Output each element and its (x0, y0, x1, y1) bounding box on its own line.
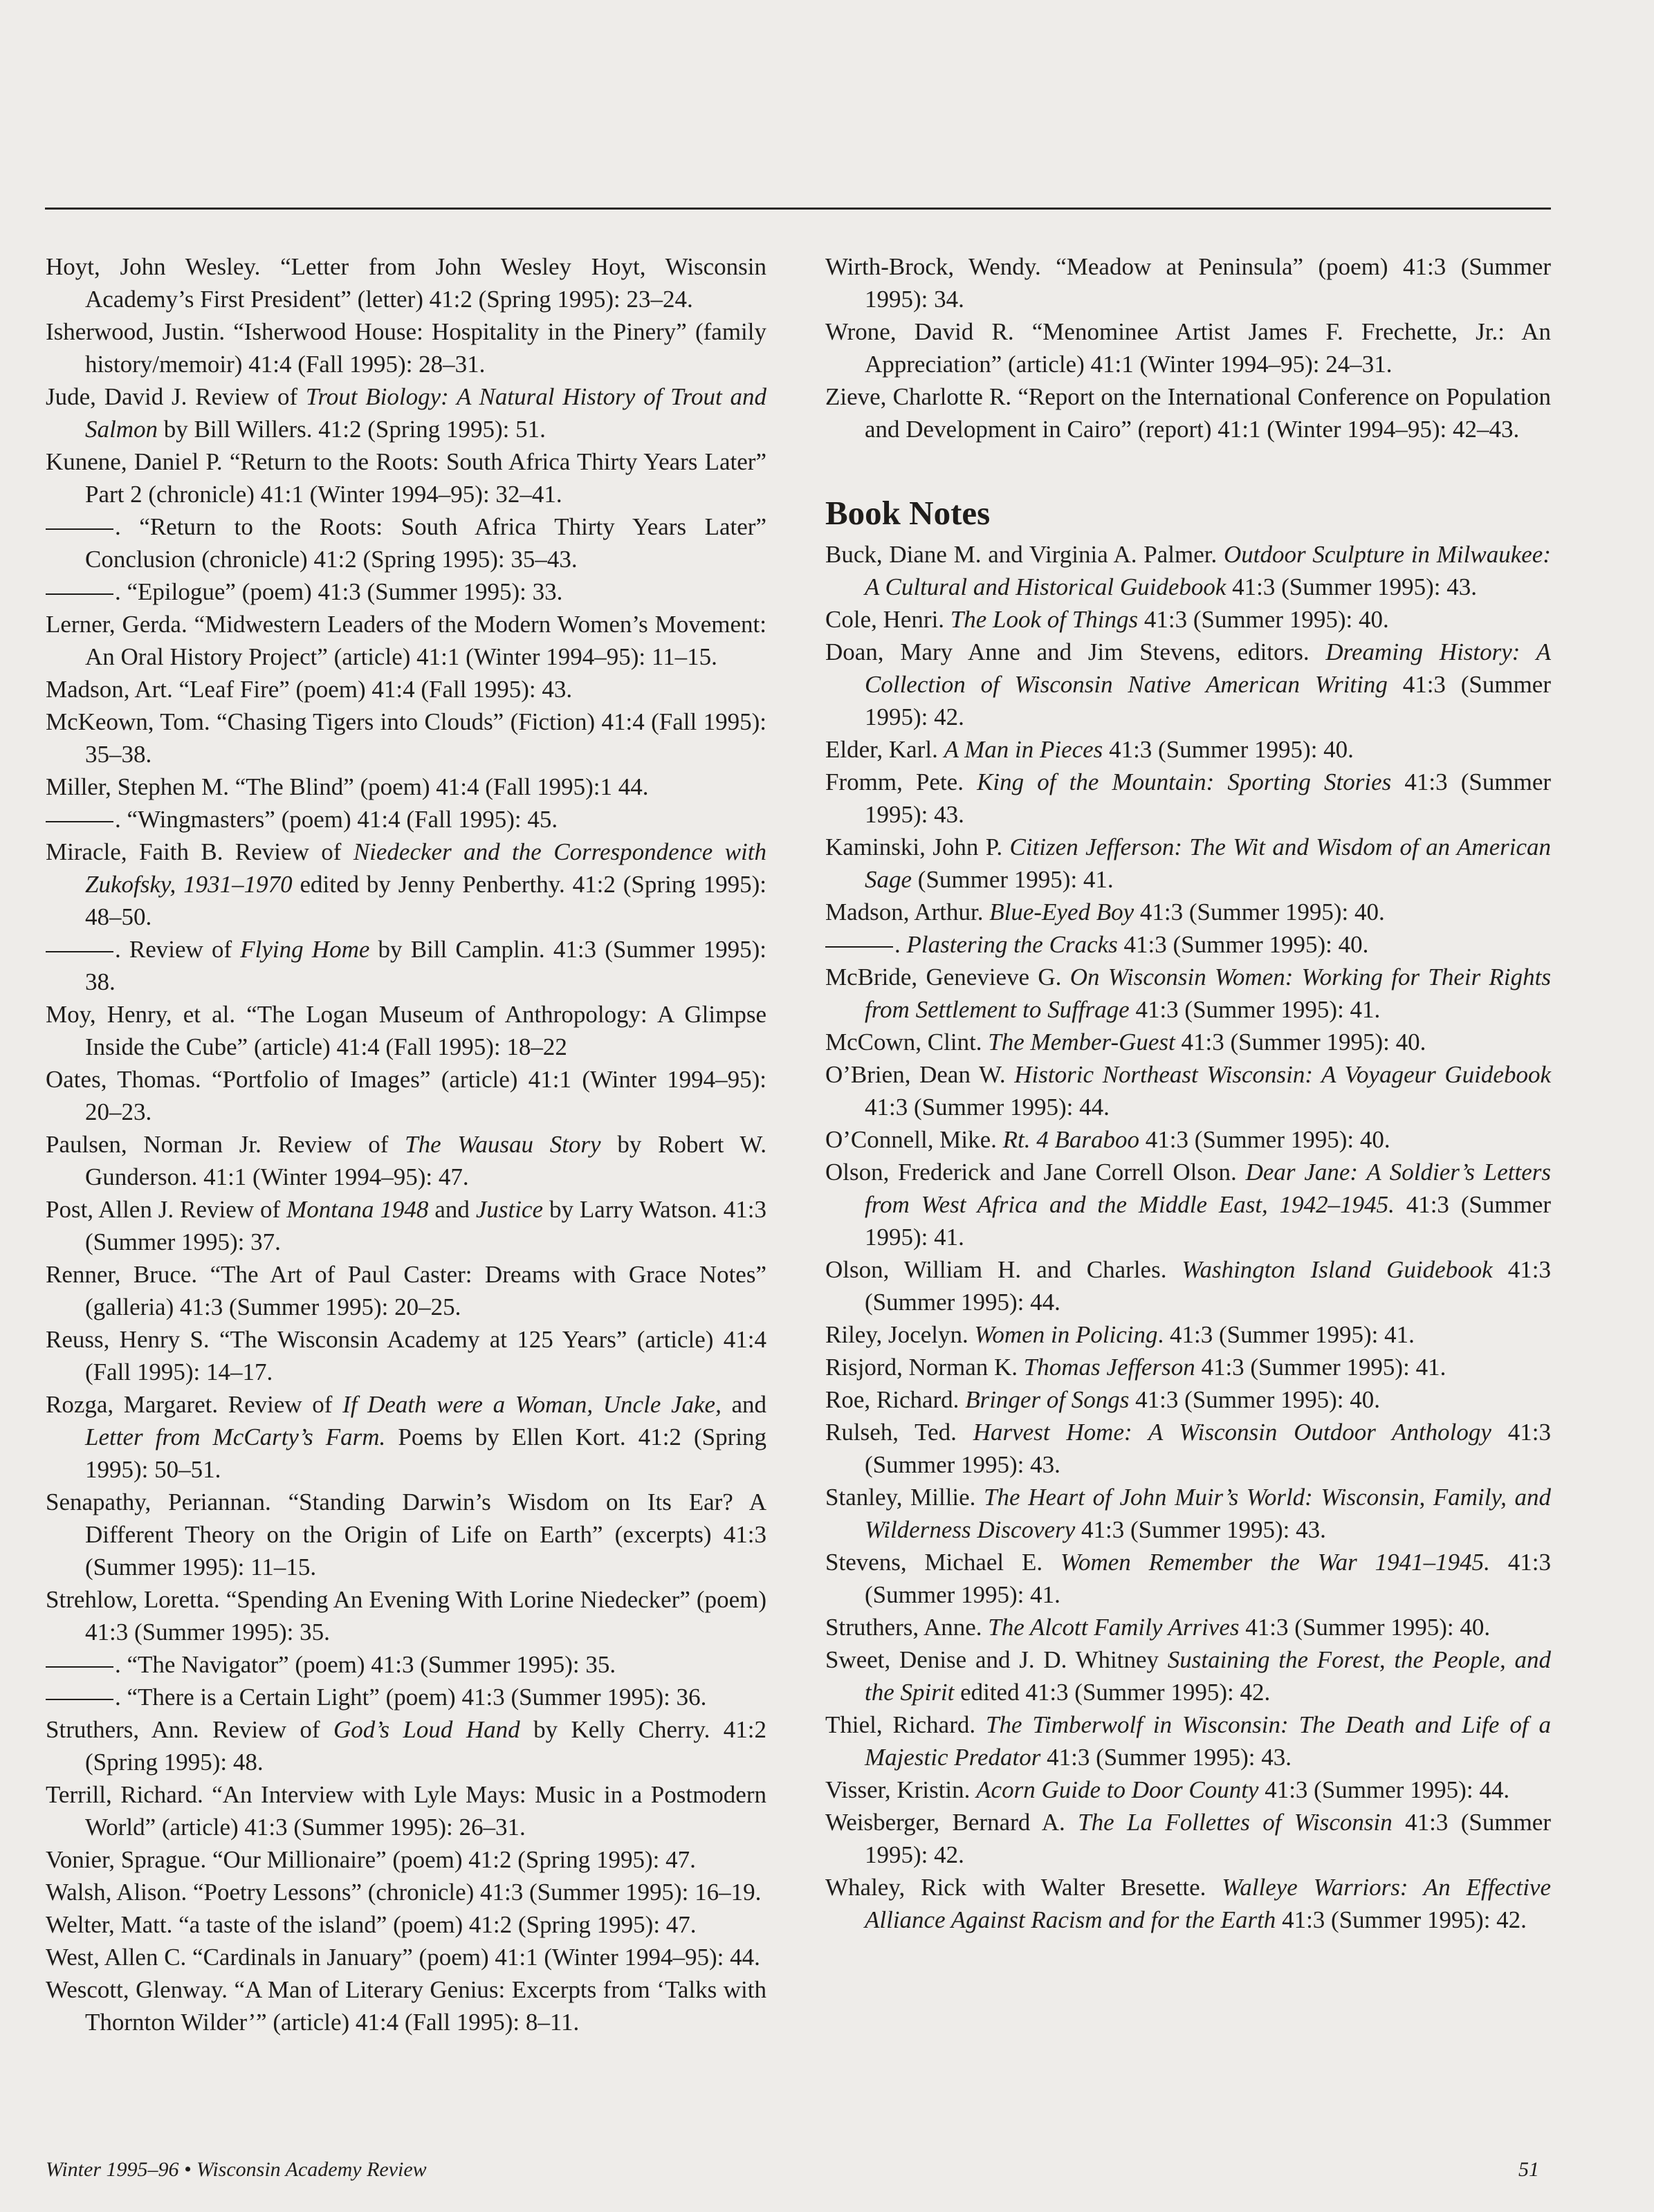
bibliography-entry (825, 1806, 1551, 1871)
bibliography-entry (46, 575, 766, 608)
book-notes-list (825, 538, 1551, 1936)
entry-text: 41:3 (Summer 1995): 40. (1117, 931, 1369, 958)
entry-title-italic: On Wisconsin Women: Working for Their Rights from Settlement to Suffrage (865, 964, 1551, 1023)
entry-title-italic: Trout Biology: A Natural History of Trout and Salmon (85, 383, 766, 443)
entry-title-italic: The Heart of John Muir’s World: Wisconsin, Family, and Wilderness Discovery (865, 1484, 1551, 1543)
bibliography-entry (825, 603, 1551, 636)
entry-title-italic: The Wausau Story (405, 1131, 601, 1158)
entry-text: 41:3 (Summer 1995): 44. (865, 1094, 1110, 1121)
entry-text: 41:3 (Summer 1995): 40. (1175, 1029, 1426, 1056)
entry-text: (Summer 1995): 41. (912, 866, 1114, 893)
entry-text: and (428, 1196, 476, 1223)
bibliography-entry (46, 998, 766, 1063)
bibliography-entry (825, 733, 1551, 766)
entry-text: 41:3 (Summer 1995): 43. (1040, 1744, 1292, 1771)
entry-text: Moy, Henry, et al. “The Logan Museum of Anthropology: A Glimpse Inside the Cube” (article) 41:4 (Fall 1995): 18–22 (46, 1001, 766, 1060)
entry-text: Welter, Matt. “a taste of the island” (poem) 41:2 (Spring 1995): 47. (46, 1911, 697, 1938)
bibliography-entry (825, 1546, 1551, 1611)
entry-text: edited 41:3 (Summer 1995): 42. (954, 1679, 1271, 1706)
entry-text: . “Wingmasters” (poem) 41:4 (Fall 1995): 45. (115, 806, 558, 833)
entry-text: Olson, William H. and Charles. (825, 1256, 1182, 1283)
entry-text: Reuss, Henry S. “The Wisconsin Academy at 125 Years” (article) 41:4 (Fall 1995): 14–17. (46, 1326, 766, 1385)
entry-text: 41:3 (Summer 1995): 40. (1138, 606, 1389, 633)
bibliography-entry (825, 1058, 1551, 1123)
entry-text: Lerner, Gerda. “Midwestern Leaders of the Modern Women’s Movement: An Oral History Project” (article) 41:1 (Winter 1994–95): 11–15. (46, 611, 766, 670)
entry-text: Madson, Art. “Leaf Fire” (poem) 41:4 (Fall 1995): 43. (46, 676, 573, 703)
entry-title-italic: The Alcott Family Arrives (988, 1614, 1240, 1641)
repeat-author-dash (46, 1666, 113, 1668)
entry-text: edited by Jenny Penberthy. 41:2 (Spring 1995): 48–50. (85, 871, 766, 930)
bibliography-entry (825, 1871, 1551, 1936)
repeat-author-dash (46, 593, 113, 595)
entry-text: . “Return to the Roots: South Africa Thirty Years Later” Conclusion (chronicle) 41:2 (Spring 1995): 35–43. (85, 513, 766, 573)
entry-text: . (894, 931, 907, 958)
entry-text: Stevens, Michael E. (825, 1549, 1060, 1576)
entry-text: Sweet, Denise and J. D. Whitney (825, 1646, 1168, 1673)
bibliography-entry (825, 250, 1551, 315)
bibliography-entry (825, 1123, 1551, 1156)
entry-title-italic: Justice (475, 1196, 544, 1223)
entry-text: 41:3 (Summer 1995): 40. (1139, 1126, 1390, 1153)
entry-text: Elder, Karl. (825, 736, 944, 763)
entry-text: Poems by Ellen Kort. 41:2 (Spring 1995): 50–51. (85, 1423, 766, 1483)
bibliography-entry (46, 1778, 766, 1843)
bibliography-entry (825, 928, 1551, 961)
entry-text: by Bill Camplin. 41:3 (Summer 1995): 38. (85, 936, 766, 995)
entry-text: Terrill, Richard. “An Interview with Lyle Mays: Music in a Postmodern World” (article) 41:3 (Summer 1995): 26–31. (46, 1781, 766, 1841)
entry-title-italic: The Look of Things (950, 606, 1139, 633)
entry-text: 41:3 (Summer 1995): 43. (865, 768, 1552, 828)
bibliography-entry (825, 315, 1551, 380)
entry-title-italic: Sustaining the Forest, the People, and the Spirit (865, 1646, 1551, 1706)
entry-text: Kunene, Daniel P. “Return to the Roots: South Africa Thirty Years Later” Part 2 (chronicle) 41:1 (Winter 1994–95): 32–41. (46, 448, 766, 508)
entry-text: Madson, Arthur. (825, 898, 990, 925)
entry-title-italic: Thomas Jefferson (1023, 1354, 1195, 1381)
bibliography-entry (46, 1323, 766, 1388)
entry-text: . “There is a Certain Light” (poem) 41:3 (Summer 1995): 36. (115, 1684, 707, 1711)
header-rule (45, 208, 1551, 210)
bibliography-entry (46, 510, 766, 575)
entry-text: 41:3 (Summer 1995): 44. (865, 1256, 1551, 1316)
entry-text: 41:3 (Summer 1995): 42. (1276, 1906, 1527, 1933)
entry-title-italic: The Member-Guest (988, 1029, 1175, 1056)
entry-title-italic: Letter from McCarty’s Farm. (85, 1423, 386, 1450)
entry-text: Renner, Bruce. “The Art of Paul Caster: Dreams with Grace Notes” (galleria) 41:3 (Summer 1995): 20–25. (46, 1261, 766, 1320)
entry-title-italic: Harvest Home: A Wisconsin Outdoor Anthology (973, 1419, 1491, 1446)
entry-text: Vonier, Sprague. “Our Millionaire” (poem) 41:2 (Spring 1995): 47. (46, 1846, 696, 1873)
bibliography-entry (46, 673, 766, 706)
entry-text: Olson, Frederick and Jane Correll Olson. (825, 1159, 1246, 1186)
entry-text: Rozga, Margaret. Review of (46, 1391, 343, 1418)
entry-text: 41:3 (Summer 1995): 43. (1075, 1516, 1326, 1543)
bibliography-entry (46, 1713, 766, 1778)
entry-text: 41:3 (Summer 1995): 41. (865, 1549, 1551, 1608)
bibliography-entry (825, 1156, 1551, 1253)
entry-title-italic: Washington Island Guidebook (1182, 1256, 1493, 1283)
entry-title-italic: Dear Jane: A Soldier’s Letters from West Africa and the Middle East, 1942–1945. (865, 1159, 1551, 1218)
bibliography-entry (46, 771, 766, 803)
entry-text: Miller, Stephen M. “The Blind” (poem) 41:4 (Fall 1995):1 44. (46, 773, 649, 800)
bibliography-entry (46, 1193, 766, 1258)
entry-text: Jude, David J. Review of (46, 383, 306, 410)
entry-text: Wirth-Brock, Wendy. “Meadow at Peninsula” (poem) 41:3 (Summer 1995): 34. (825, 253, 1551, 313)
right-column (825, 250, 1551, 1936)
bibliography-entry (46, 803, 766, 836)
entry-text: . 41:3 (Summer 1995): 41. (1157, 1321, 1415, 1348)
entry-text: 41:3 (Summer 1995): 41. (865, 1191, 1552, 1251)
repeat-author-dash (825, 946, 893, 948)
entry-text: Isherwood, Justin. “Isherwood House: Hospitality in the Pinery” (family history/memoir) 41:4 (Fall 1995): 28–31. (46, 318, 766, 378)
bibliography-entry (825, 380, 1551, 445)
entry-text: Fromm, Pete. (825, 768, 977, 795)
bibliography-entry (825, 1773, 1551, 1806)
entry-text: and (721, 1391, 766, 1418)
entry-text: by Kelly Cherry. 41:2 (Spring 1995): 48. (85, 1716, 766, 1776)
entry-text: 41:3 (Summer 1995): 40. (1129, 1386, 1381, 1413)
bibliography-entry (825, 1643, 1551, 1708)
bibliography-entry (46, 315, 766, 380)
entry-text: O’Brien, Dean W. (825, 1061, 1015, 1088)
entry-text: Struthers, Anne. (825, 1614, 989, 1641)
book-notes-heading: Book Notes (825, 494, 991, 532)
entry-text: by Bill Willers. 41:2 (Spring 1995): 51. (158, 416, 546, 443)
entry-text: 41:3 (Summer 1995): 43. (1226, 573, 1478, 600)
entry-text: Oates, Thomas. “Portfolio of Images” (article) 41:1 (Winter 1994–95): 20–23. (46, 1066, 766, 1125)
entry-text: Wescott, Glenway. “A Man of Literary Genius: Excerpts from ‘Talks with Thornton Wilder’” (article) 41:4 (Fall 1995): 8–11. (46, 1976, 766, 2036)
entry-text: Kaminski, John P. (825, 833, 1010, 860)
bibliography-entry (825, 896, 1551, 928)
bibliography-entry (825, 961, 1551, 1026)
bibliography-entry (825, 538, 1551, 603)
entry-text: Stanley, Millie. (825, 1484, 984, 1511)
bibliography-entry (825, 1026, 1551, 1058)
entry-text: by Larry Watson. 41:3 (Summer 1995): 37. (85, 1196, 766, 1255)
bibliography-entry (46, 1258, 766, 1323)
bibliography-entry (825, 831, 1551, 896)
bibliography-entry (46, 250, 766, 315)
right-column-entries (825, 250, 1551, 445)
bibliography-entry (46, 1908, 766, 1941)
entry-title-italic: Niedecker and the Correspondence with Zukofsky, 1931–1970 (85, 838, 766, 898)
entry-text: O’Connell, Mike. (825, 1126, 1003, 1153)
entry-title-italic: Walleye Warriors: An Effective Alliance Against Racism and for the Earth (865, 1874, 1552, 1933)
entry-title-italic: Rt. 4 Baraboo (1002, 1126, 1139, 1153)
entry-text: 41:3 (Summer 1995): 40. (1134, 898, 1385, 925)
entry-title-italic: Outdoor Sculpture in Milwaukee: A Cultural and Historical Guidebook (865, 541, 1551, 600)
entry-text: Strehlow, Loretta. “Spending An Evening With Lorine Niedecker” (poem) 41:3 (Summer 1995): 35. (46, 1586, 766, 1646)
entry-text: . “Epilogue” (poem) 41:3 (Summer 1995): 33. (115, 578, 563, 605)
entry-title-italic: Montana 1948 (286, 1196, 429, 1223)
entry-title-italic: If Death were a Woman, Uncle Jake, (342, 1391, 722, 1418)
entry-title-italic: Acorn Guide to Door County (976, 1776, 1259, 1803)
bibliography-entry (825, 1611, 1551, 1643)
entry-text: West, Allen C. “Cardinals in January” (poem) 41:1 (Winter 1994–95): 44. (46, 1944, 760, 1971)
entry-text: Rulseh, Ted. (825, 1419, 973, 1446)
entry-text: Thiel, Richard. (825, 1711, 986, 1738)
bibliography-entry (46, 1843, 766, 1876)
repeat-author-dash (46, 528, 113, 530)
entry-text: 41:3 (Summer 1995): 42. (865, 671, 1551, 730)
bibliography-entry (825, 1318, 1551, 1351)
bibliography-entry (825, 1481, 1551, 1546)
repeat-author-dash (46, 951, 113, 952)
entry-text: Cole, Henri. (825, 606, 950, 633)
entry-title-italic: Bringer of Songs (965, 1386, 1130, 1413)
entry-text: Walsh, Alison. “Poetry Lessons” (chronicle) 41:3 (Summer 1995): 16–19. (46, 1879, 762, 1906)
bibliography-entry (46, 380, 766, 445)
repeat-author-dash (46, 821, 113, 822)
entry-text: . “The Navigator” (poem) 41:3 (Summer 1995): 35. (115, 1651, 616, 1678)
bibliography-entry (46, 836, 766, 933)
entry-text: Risjord, Norman K. (825, 1354, 1024, 1381)
entry-title-italic: A Man in Pieces (944, 736, 1103, 763)
entry-text: by Robert W. Gunderson. 41:1 (Winter 1994–95): 47. (85, 1131, 766, 1190)
entry-text: 41:3 (Summer 1995): 41. (1129, 996, 1381, 1023)
bibliography-entry (46, 1973, 766, 2038)
bibliography-entry (46, 1128, 766, 1193)
bibliography-entry (46, 1063, 766, 1128)
entry-text: Doan, Mary Anne and Jim Stevens, editors. (825, 638, 1326, 665)
entry-title-italic: Women in Policing (974, 1321, 1158, 1348)
bibliography-entry (825, 1383, 1551, 1416)
entry-text: 41:3 (Summer 1995): 40. (1239, 1614, 1491, 1641)
entry-title-italic: God’s Loud Hand (333, 1716, 520, 1743)
entry-title-italic: King of the Mountain: Sporting Stories (977, 768, 1392, 795)
entry-title-italic: Citizen Jefferson: The Wit and Wisdom of an American Sage (865, 833, 1551, 893)
entry-text: 41:3 (Summer 1995): 40. (1103, 736, 1354, 763)
entry-text: Roe, Richard. (825, 1386, 966, 1413)
entry-text: . Review of (115, 936, 241, 963)
bibliography-entry (46, 933, 766, 998)
entry-text: Visser, Kristin. (825, 1776, 977, 1803)
entry-text: McCown, Clint. (825, 1029, 989, 1056)
entry-title-italic: Flying Home (240, 936, 370, 963)
entry-text: Zieve, Charlotte R. “Report on the International Conference on Population and Development in Cairo” (report) 41:1 (Winter 1994–95): 42–43. (825, 383, 1551, 443)
bibliography-entry (46, 706, 766, 771)
entry-text: 41:3 (Summer 1995): 41. (1195, 1354, 1446, 1381)
footer-journal-issue: Winter 1995–96 • Wisconsin Academy Review (46, 2158, 427, 2181)
bibliography-entry (46, 1486, 766, 1583)
entry-text: Weisberger, Bernard A. (825, 1809, 1078, 1836)
left-column (46, 250, 766, 2038)
entry-text: McBride, Genevieve G. (825, 964, 1070, 990)
entry-text: Wrone, David R. “Menominee Artist James F. Frechette, Jr.: An Appreciation” (article) 41:1 (Winter 1994–95): 24–31. (825, 318, 1551, 378)
entry-title-italic: The Timberwolf in Wisconsin: The Death and Life of a Majestic Predator (865, 1711, 1551, 1771)
entry-title-italic: The La Follettes of Wisconsin (1078, 1809, 1393, 1836)
footer-page-number: 51 (1518, 2158, 1539, 2181)
bibliography-entry (46, 1648, 766, 1681)
bibliography-entry (46, 1681, 766, 1713)
entry-text: Senapathy, Periannan. “Standing Darwin’s Wisdom on Its Ear? A Different Theory on the Origin of Life on Earth” (excerpts) 41:3 (Summer 1995): 11–15. (46, 1489, 766, 1580)
bibliography-entry (46, 1876, 766, 1908)
entry-title-italic: Plastering the Cracks (906, 931, 1118, 958)
bibliography-entry (825, 636, 1551, 733)
bibliography-entry (825, 1416, 1551, 1481)
bibliography-entry (825, 766, 1551, 831)
entry-text: Whaley, Rick with Walter Bresette. (825, 1874, 1222, 1901)
bibliography-entry (46, 608, 766, 673)
bibliography-entry (46, 1941, 766, 1973)
bibliography-entry (825, 1253, 1551, 1318)
bibliography-entry (46, 1388, 766, 1486)
entry-title-italic: Dreaming History: A Collection of Wisconsin Native American Writing (865, 638, 1551, 698)
entry-text: 41:3 (Summer 1995): 43. (865, 1419, 1552, 1478)
entry-text: Miracle, Faith B. Review of (46, 838, 353, 865)
entry-text: 41:3 (Summer 1995): 42. (865, 1809, 1551, 1868)
bibliography-entry (46, 1583, 766, 1648)
entry-title-italic: Blue-Eyed Boy (989, 898, 1134, 925)
entry-text: Riley, Jocelyn. (825, 1321, 975, 1348)
entry-title-italic: Historic Northeast Wisconsin: A Voyageur Guidebook (1014, 1061, 1551, 1088)
repeat-author-dash (46, 1699, 113, 1700)
entry-text: McKeown, Tom. “Chasing Tigers into Clouds” (Fiction) 41:4 (Fall 1995): 35–38. (46, 708, 766, 768)
bibliography-entry (825, 1708, 1551, 1773)
entry-text: Buck, Diane M. and Virginia A. Palmer. (825, 541, 1224, 568)
entry-text: Post, Allen J. Review of (46, 1196, 287, 1223)
entry-text: Paulsen, Norman Jr. Review of (46, 1131, 405, 1158)
entry-text: Struthers, Ann. Review of (46, 1716, 333, 1743)
bibliography-entry (46, 445, 766, 510)
bibliography-entry (825, 1351, 1551, 1383)
entry-text: 41:3 (Summer 1995): 44. (1258, 1776, 1510, 1803)
entry-title-italic: Women Remember the War 1941–1945. (1060, 1549, 1490, 1576)
entry-text: Hoyt, John Wesley. “Letter from John Wesley Hoyt, Wisconsin Academy’s First President” (letter) 41:2 (Spring 1995): 23–24. (46, 253, 766, 313)
